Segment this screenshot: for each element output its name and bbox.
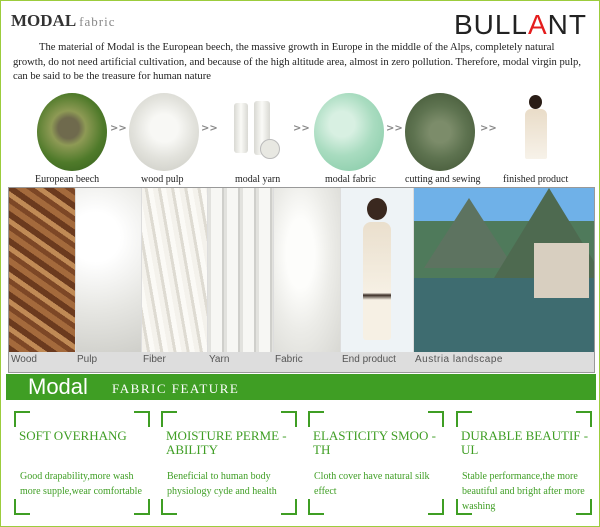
- end-product-image: [341, 188, 413, 352]
- feature-card: [161, 411, 297, 515]
- feature-description: Cloth cover have natural silk effect: [314, 471, 430, 497]
- brand-a-mark: A: [527, 9, 548, 40]
- corner-bracket: [161, 499, 177, 515]
- corner-bracket: [281, 411, 297, 427]
- title-main: MODAL: [11, 11, 77, 30]
- arrow-icon: >>: [201, 123, 218, 134]
- process-label: modal yarn: [235, 174, 281, 185]
- corner-bracket: [14, 499, 30, 515]
- arrow-icon: >>: [110, 123, 127, 134]
- feature-description: Stable performance,the more beautiful and bright after more washing: [462, 471, 585, 512]
- corner-bracket: [161, 411, 177, 427]
- strip-label: Wood: [11, 354, 37, 365]
- process-label: modal fabric: [325, 174, 376, 185]
- corner-bracket: [281, 499, 297, 515]
- feature-heading: MOISTURE PERME -ABILITY: [166, 428, 287, 457]
- material-strip: [8, 187, 595, 373]
- feature-band-title: Modal: [28, 374, 88, 399]
- fabric-image: [274, 188, 340, 352]
- feature-card: [456, 411, 592, 515]
- title-sub: fabric: [79, 14, 116, 29]
- corner-bracket: [576, 411, 592, 427]
- feature-description: Beneficial to human body physiology cyde and health: [167, 471, 277, 497]
- finished-product-image: [501, 93, 571, 171]
- arrow-icon: >>: [480, 123, 497, 134]
- corner-bracket: [134, 499, 150, 515]
- process-label: finished product: [503, 174, 569, 185]
- arrow-icon: >>: [293, 123, 310, 134]
- feature-heading: ELASTICITY SMOO -TH: [313, 428, 437, 457]
- modal-fabric-image: [314, 93, 384, 171]
- wood-pulp-image: [129, 93, 199, 171]
- feature-heading: DURABLE BEAUTIF -UL: [461, 428, 589, 457]
- corner-bracket: [308, 499, 324, 515]
- strip-label: Fabric: [275, 354, 303, 365]
- pulp-image: [76, 188, 141, 352]
- brand-logo: [454, 9, 587, 41]
- page-title: [11, 11, 115, 31]
- corner-bracket: [428, 499, 444, 515]
- strip-label: Yarn: [209, 354, 230, 365]
- brand-part: BULL: [453, 9, 528, 40]
- brand-part: NT: [547, 9, 587, 40]
- yarn-image: [208, 188, 273, 352]
- feature-card: [308, 411, 444, 515]
- strip-label: End product: [342, 354, 396, 365]
- corner-bracket: [134, 411, 150, 427]
- intro-text: The material of Modal is the European beech, the massive growth in Europe in the middle of the Alps, completely natural growth, do not need artificial cultivation, and because of the high altitude area, almost in zero pollution. Therefore, modal virgin pulp, can be said to be the treasure for human nature: [13, 42, 581, 82]
- beech-tree-image: [37, 93, 107, 171]
- arrow-icon: >>: [386, 123, 403, 134]
- corner-bracket: [14, 411, 30, 427]
- feature-band: [6, 374, 596, 400]
- strip-label: Pulp: [77, 354, 98, 365]
- strip-label: Austria landscape: [415, 354, 503, 365]
- sewing-workshop-image: [405, 93, 475, 171]
- process-label: European beech: [35, 174, 100, 185]
- feature-band-subtitle: FABRIC FEATURE: [112, 381, 240, 396]
- feature-description: Good drapability,more wash more supple,wear comfortable: [20, 471, 142, 497]
- wood-chips-image: [9, 188, 75, 352]
- strip-label: Fiber: [143, 354, 166, 365]
- modal-yarn-image: [220, 93, 290, 171]
- process-flow: [1, 93, 600, 187]
- austria-landscape-image: [414, 188, 594, 352]
- fiber-image: [142, 188, 207, 352]
- process-label: wood pulp: [141, 174, 184, 185]
- process-label: cutting and sewing: [405, 174, 481, 185]
- feature-heading: SOFT OVERHANG: [19, 428, 127, 443]
- corner-bracket: [428, 411, 444, 427]
- corner-bracket: [456, 411, 472, 427]
- feature-card: [14, 411, 150, 515]
- corner-bracket: [308, 411, 324, 427]
